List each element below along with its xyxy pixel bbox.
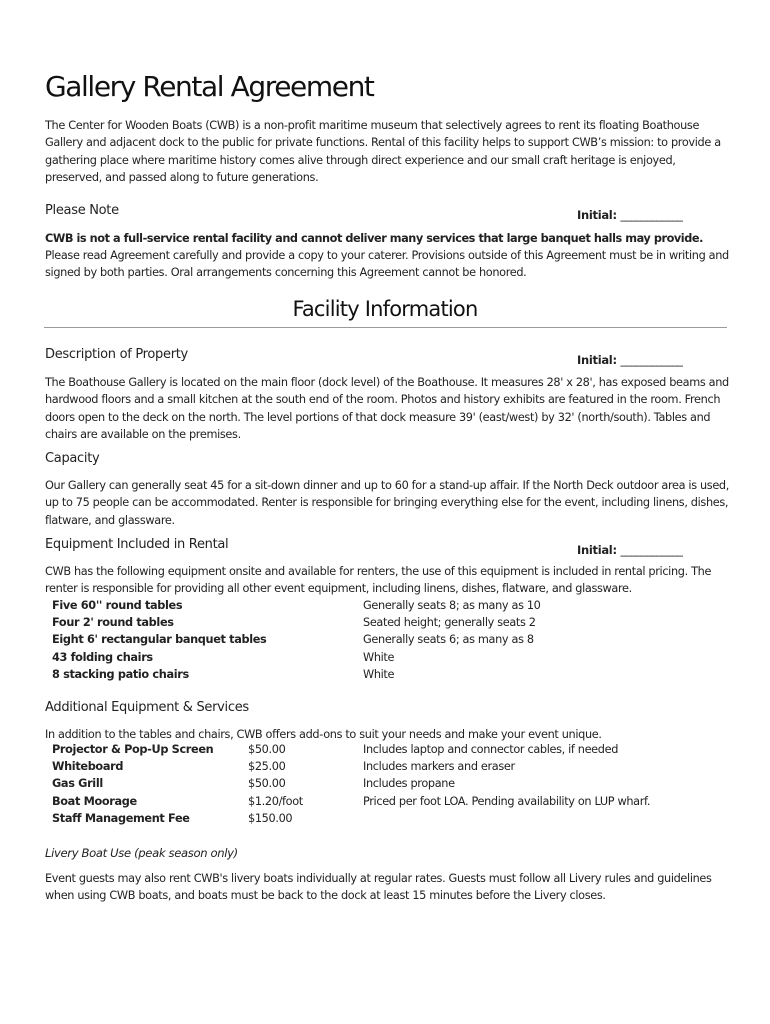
service-name: Whiteboard xyxy=(52,760,124,774)
additional-heading: Additional Equipment & Services xyxy=(45,700,249,715)
service-price: $50.00 xyxy=(248,743,286,756)
initial-label: Initial: xyxy=(577,353,617,367)
description-text: The Boathouse Gallery is located on the main floor (dock level) of the Boathouse. It measures 28' x 28', has exposed beams and hardwood floors and a small kitchen at the south end of the room. Photos and history exhibits are featured in the room. French doors open to the deck on the north. The level portions of that dock measure 39' (east/west) by 32' (north/south). Tables and chairs are available on the premises. xyxy=(45,376,729,441)
livery-text: Event guests may also rent CWB's livery boats individually at regular rates. Guests must follow all Livery rules and guidelines when using CWB boats, and boats must be back to the dock at least 15 minutes before the Livery closes. xyxy=(45,872,712,903)
table-row xyxy=(52,616,541,633)
initial-label: Initial: xyxy=(577,543,617,557)
service-note: Includes propane xyxy=(363,777,455,791)
table-row xyxy=(52,668,541,685)
initial-line: ____________ xyxy=(620,208,683,222)
service-note xyxy=(363,812,650,829)
service-price: $150.00 xyxy=(248,811,293,825)
initial-field-equipment[interactable] xyxy=(577,543,682,557)
initial-line: ____________ xyxy=(620,353,683,367)
please-note-text: Please read Agreement carefully and provide a copy to your caterer. Provisions outside of this Agreement must be in writing and signed by both parties. Oral arrangements concerning this Agreement cannot be honored. xyxy=(45,249,729,280)
livery-heading: Livery Boat Use (peak season only) xyxy=(45,846,238,860)
equipment-item-name: 8 stacking patio chairs xyxy=(52,667,189,681)
equipment-item-note: Seated height; generally seats 2 xyxy=(363,616,536,630)
table-row xyxy=(52,743,650,760)
table-row xyxy=(52,812,650,829)
initial-label: Initial: xyxy=(577,208,617,222)
service-name: Projector & Pop-Up Screen xyxy=(52,743,214,756)
equipment-item-name: Four 2' round tables xyxy=(52,616,174,630)
equipment-text: CWB has the following equipment onsite and available for renters, the use of this equipment is included in rental pricing. The renter is responsible for providing all other event equipment, including linens, dishes, flatware, and glassware. xyxy=(45,565,712,596)
service-name: Staff Management Fee xyxy=(52,811,190,825)
please-note-bold-text: CWB is not a full-service rental facility and cannot deliver many services that large banquet halls may provide. xyxy=(45,232,703,245)
initial-field-please-note[interactable] xyxy=(577,208,682,222)
initial-field-description[interactable] xyxy=(577,353,682,367)
service-price: $1.20/foot xyxy=(248,794,303,808)
equipment-item-name: 43 folding chairs xyxy=(52,650,153,664)
capacity-heading: Capacity xyxy=(45,451,100,466)
equipment-heading: Equipment Included in Rental xyxy=(45,537,229,552)
page-title: Gallery Rental Agreement xyxy=(45,70,374,103)
equipment-table xyxy=(52,599,541,685)
service-note: Includes markers and eraser xyxy=(363,760,515,774)
additional-table xyxy=(52,743,650,829)
initial-line: ____________ xyxy=(620,543,683,557)
service-note: Includes laptop and connector cables, if needed xyxy=(363,743,619,756)
service-name: Boat Moorage xyxy=(52,794,137,808)
table-row xyxy=(52,633,541,650)
intro-paragraph: The Center for Wooden Boats (CWB) is a non-profit maritime museum that selectively agrees to rent its floating Boathouse Gallery and adjacent dock to the public for private functions. Rental of this facility helps to support CWB’s mission: to provide a gathering place where maritime history comes alive through direct experience and our small craft heritage is enjoyed, preserved, and passed along to future generations. xyxy=(45,119,721,184)
equipment-item-note: White xyxy=(363,650,395,664)
please-note-heading: Please Note xyxy=(45,203,119,218)
service-note: Priced per foot LOA. Pending availability on LUP wharf. xyxy=(363,794,651,808)
facility-information-heading: Facility Information xyxy=(292,297,478,321)
service-name: Gas Grill xyxy=(52,777,103,791)
additional-text: In addition to the tables and chairs, CWB offers add-ons to suit your needs and make your event unique. xyxy=(45,728,602,741)
capacity-text: Our Gallery can generally seat 45 for a sit-down dinner and up to 60 for a stand-up affair. If the North Deck outdoor area is used, up to 75 people can be accommodated. Renter is responsible for bringing everything else for the event, including linens, dishes, flatware, and glassware. xyxy=(45,479,729,527)
equipment-item-note: Generally seats 8; as many as 10 xyxy=(363,599,541,612)
service-price: $50.00 xyxy=(248,777,286,791)
table-row xyxy=(52,795,650,812)
table-row xyxy=(52,599,541,616)
table-row xyxy=(52,777,650,794)
table-row xyxy=(52,760,650,777)
equipment-item-note: White xyxy=(363,667,395,681)
service-price: $25.00 xyxy=(248,760,286,774)
section-divider xyxy=(44,327,727,328)
equipment-item-note: Generally seats 6; as many as 8 xyxy=(363,633,534,647)
table-row xyxy=(52,651,541,668)
equipment-item-name: Eight 6' rectangular banquet tables xyxy=(52,633,267,647)
description-heading: Description of Property xyxy=(45,347,188,362)
equipment-item-name: Five 60'' round tables xyxy=(52,599,183,612)
